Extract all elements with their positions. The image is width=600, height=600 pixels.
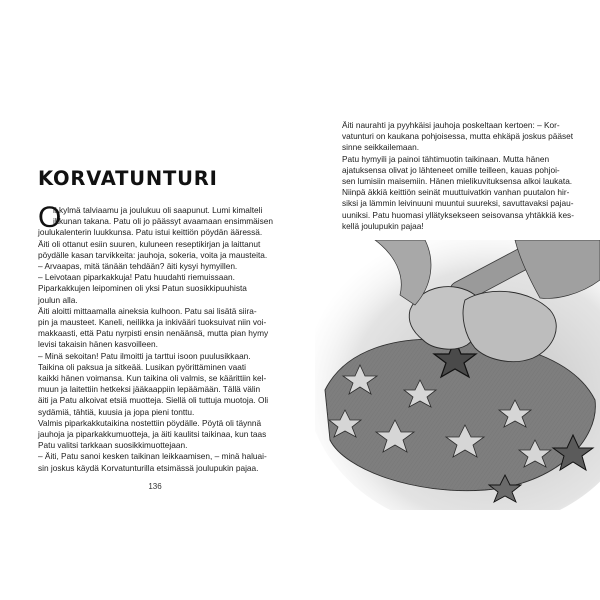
text-line: – Minä sekoitan! Patu ilmoitti ja tarttui isoon puulusikkaan. bbox=[38, 350, 251, 361]
text-line: Valmis piparkakkutaikina nostettiin pöydälle. Pöytä oli täynnä bbox=[38, 417, 262, 428]
chapter-title: KORVATUNTURI bbox=[38, 167, 218, 190]
left-body-text bbox=[38, 201, 278, 474]
text-line: li kylmä talviaamu ja joulukuu oli saapunut. Lumi kimalteli bbox=[53, 205, 263, 215]
text-line: pin ja mausteet. Kaneli, neilikka ja inkivääri tuoksuivat niin voi- bbox=[38, 317, 267, 328]
page-number: 136 bbox=[148, 482, 162, 491]
text-line: sinne seikkailemaan. bbox=[342, 142, 420, 153]
text-line: – Äiti, Patu sanoi kesken taikinan leikkaamisen, – minä haluai- bbox=[38, 451, 267, 462]
text-line: vatunturi on kaukana pohjoisessa, mutta ehkäpä joskus pääset bbox=[342, 131, 574, 142]
text-line: makkaasti, että Patu nyrpisti ensin nenäänsä, mutta pian hymy bbox=[38, 328, 269, 339]
text-line: sydämiä, tähtiä, kuusia ja jopa pieni tonttu. bbox=[38, 406, 195, 417]
opening-paragraph bbox=[38, 201, 278, 261]
text-line: pöydälle kasan tarvikkeita: jauhoja, sokeria, voita ja mausteita. bbox=[38, 249, 268, 260]
text-line: Taikina oli paksua ja sitkeää. Lusikan pyörittäminen vaati bbox=[38, 361, 246, 372]
text-line: jauhoja ja piparkakkumuotteja, ja äiti kaulitsi taikinaa, kun taas bbox=[38, 429, 267, 440]
text-line: muun ja laitettiin hetkeksi jääkaappiin lepäämään. Tällä välin bbox=[38, 384, 261, 395]
text-line: Äiti naurahti ja pyyhkäisi jauhoja poskeltaan kertoen: – Kor- bbox=[342, 120, 560, 130]
text-line: joulukalenterin luukkunsa. Patu istui keittiön pöydän ääressä. bbox=[38, 227, 263, 238]
text-line: Äiti aloitti mittaamalla aineksia kulhoon. Patu sai lisätä siira- bbox=[38, 305, 257, 316]
text-line: kellä joulupukin pajaa! bbox=[342, 220, 424, 231]
text-line: – Leivotaan piparkakkuja! Patu huudahti riemuissaan. bbox=[38, 272, 235, 283]
text-line: sin joskus käydä Korvatunturilla etsimässä joulupukin pajaa. bbox=[38, 462, 259, 473]
baking-illustration bbox=[315, 240, 600, 510]
drop-cap: O bbox=[38, 201, 62, 234]
text-line: äiti ja Patu alkoivat etsiä muotteja. Siellä oli tuttuja muotoja. Oli bbox=[38, 395, 269, 406]
text-line: Niinpä äkkiä keittiön seinät muuttuivatkin vanhan puutalon hir- bbox=[342, 187, 570, 198]
text-line: – Arvaapas, mitä tänään tehdään? äiti kysyi hymyillen. bbox=[38, 261, 238, 272]
text-line: ajatuksensa olivat jo lähteneet omille teilleen, kauas pohjoi- bbox=[342, 164, 560, 175]
text-line: levisi takaisin hänen kasvoilleen. bbox=[38, 339, 158, 350]
text-line: uuniksi. Patu huomasi yllätyksekseen seisovansa yhtäkkiä kes- bbox=[342, 209, 574, 220]
text-line: siksi ja lämmin leivinuuni muuntui suureksi, savuttavaksi pajau- bbox=[342, 198, 574, 209]
text-line: sen lumisiin maisemiin. Hänen mielikuvituksensa alkoi laukata. bbox=[342, 176, 573, 187]
text-line: kaikki hänen voimansa. Kun taikina oli valmis, se käärittiin kel- bbox=[38, 373, 267, 384]
right-page bbox=[300, 0, 600, 600]
text-line: joulun alla. bbox=[38, 294, 78, 305]
text-line: Äiti oli ottanut esiin suuren, kuluneen reseptikirjan ja laittanut bbox=[38, 238, 261, 249]
text-line: Patu hymyili ja painoi tähtimuotin taikinaan. Mutta hänen bbox=[342, 153, 550, 164]
text-line: Patu valitsi tarkkaan suosikkimuottejaan. bbox=[38, 440, 188, 451]
text-line: Piparkakkujen leipominen oli yksi Patun suosikkipuuhista bbox=[38, 283, 247, 294]
right-body-text bbox=[342, 120, 582, 232]
text-line: ikkunan takana. Patu oli jo päässyt avaamaan ensimmäisen bbox=[53, 216, 273, 227]
